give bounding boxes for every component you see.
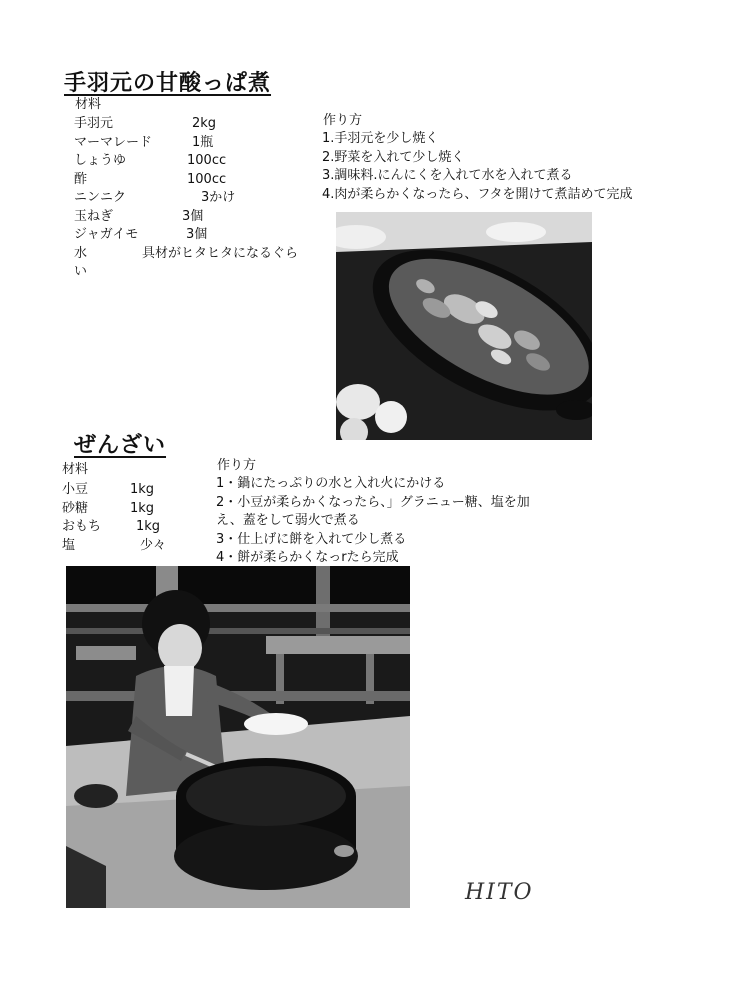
- method-step: 3.調味料.にんにくを入れて水を入れて煮る: [322, 168, 573, 183]
- ingredient-row: [74, 208, 314, 227]
- recipe2-ingredient-list: [62, 481, 202, 555]
- ingredient-qty: 1kg: [130, 482, 155, 497]
- method-step: 1・鍋にたっぷりの水と入れ火にかける: [216, 476, 446, 491]
- ingredient-row: [74, 189, 314, 208]
- ingredient-row-wrap: [74, 263, 314, 282]
- ingredient-name: しょうゆ: [74, 153, 127, 168]
- recipe2-ingredients-heading: 材料: [62, 462, 89, 477]
- ingredient-name: 手羽元: [74, 116, 114, 131]
- ingredient-row: [62, 537, 202, 556]
- recipe1-ingredient-list: [74, 115, 314, 282]
- recipe1-method-list: [322, 130, 682, 204]
- method-step: 3・仕上げに餅を入れて少し煮る: [216, 531, 407, 547]
- ingredient-row: [62, 500, 202, 519]
- method-step: 2.野菜を入れて少し焼く: [322, 149, 465, 165]
- ingredient-qty: 100cc: [187, 171, 227, 187]
- ingredient-qty: 100cc: [187, 153, 227, 168]
- ingredient-name: ニンニク: [74, 190, 127, 205]
- recipe1-ingredients-heading: 材料: [75, 97, 102, 112]
- ingredient-row: [74, 171, 314, 190]
- ingredient-name: おもち: [62, 519, 102, 534]
- ingredient-qty: 1kg: [136, 519, 161, 534]
- ingredient-qty: 具材がヒタヒタになるぐら: [142, 245, 299, 261]
- method-step: 4・餅が柔らかくなっrたら完成: [216, 550, 399, 565]
- ingredient-qty: 3かけ: [201, 190, 236, 205]
- signature: HITO: [465, 880, 534, 905]
- recipe1-method-heading: 作り方: [323, 113, 363, 128]
- ingredient-row: [74, 115, 314, 134]
- ingredient-row: [62, 481, 202, 500]
- ingredient-name: 塩: [62, 537, 76, 553]
- ingredient-name: 小豆: [62, 482, 89, 497]
- recipe2-method-list: [216, 475, 576, 568]
- ingredient-row: [74, 152, 314, 171]
- method-step: え、蓋をして弱火で煮る: [216, 513, 360, 528]
- ingredient-row: [74, 226, 314, 245]
- ingredient-name: ジャガイモ: [74, 227, 139, 242]
- ingredient-qty: 1kg: [130, 500, 155, 516]
- recipe2-title: ぜんざい: [74, 433, 167, 458]
- ingredient-qty: 3個: [182, 208, 204, 224]
- ingredient-qty: 1瓶: [192, 134, 214, 150]
- ingredient-name: 酢: [74, 171, 88, 187]
- ingredient-name: 砂糖: [62, 500, 89, 516]
- recipe2-method-heading: 作り方: [217, 458, 257, 473]
- method-step: 1.手羽元を少し焼く: [322, 131, 439, 146]
- ingredient-name: マーマレード: [74, 134, 153, 150]
- ingredient-row: [74, 245, 314, 264]
- method-step: 4.肉が柔らかくなったら、フタを開けて煮詰めて完成: [322, 186, 633, 202]
- ingredient-row: [62, 518, 202, 537]
- ingredient-row: [74, 134, 314, 153]
- ingredient-qty: 3個: [186, 227, 208, 242]
- recipe1-photo: [336, 212, 592, 440]
- method-step: 2・小豆が柔らかくなったら、」グラニュー糖、塩を加: [216, 494, 530, 510]
- ingredient-name: 玉ねぎ: [74, 208, 114, 224]
- ingredient-qty: 少々: [140, 537, 167, 553]
- ingredient-qty: 2kg: [192, 116, 217, 131]
- recipe1-title: 手羽元の甘酸っぱ煮: [64, 71, 272, 96]
- ingredient-name: 水: [74, 245, 88, 261]
- recipe2-photo: [66, 566, 410, 908]
- ingredient-wrap-text: い: [74, 264, 88, 279]
